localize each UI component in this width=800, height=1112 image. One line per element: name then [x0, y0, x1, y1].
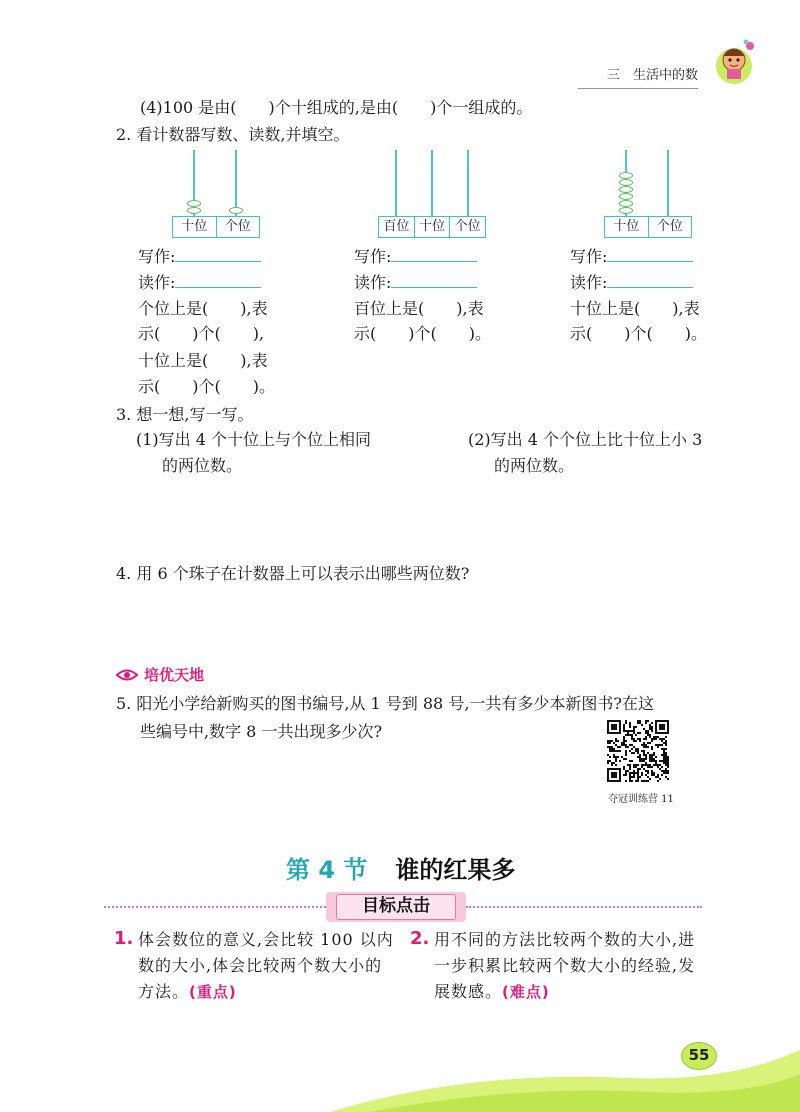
abacus-a — [172, 150, 260, 242]
answer-line[interactable] — [175, 270, 261, 288]
bead — [187, 200, 201, 207]
place-label: 十位 — [173, 217, 217, 237]
q3-part2: (2)写出 4 个个位上比十位上小 3 — [468, 430, 703, 449]
qr-code-icon[interactable] — [607, 720, 669, 782]
dotted-divider — [104, 906, 326, 908]
a-line: 个位上是( ),表 — [138, 299, 268, 318]
a-line: 十位上是( ),表 — [138, 351, 268, 370]
c-line: 十位上是( ),表 — [570, 299, 700, 318]
section-marker — [116, 664, 204, 685]
rod-tens — [431, 150, 433, 216]
bead — [619, 172, 633, 179]
q3-title: 3. 想一想,写一写。 — [116, 405, 254, 424]
place-label: 百位 — [379, 217, 415, 237]
rod-hundreds — [395, 150, 397, 216]
bead — [229, 207, 243, 214]
a-line: 示( )个( )。 — [138, 377, 275, 396]
goal1-tag: (重点) — [189, 983, 237, 1001]
c-read: 读作: — [570, 270, 693, 295]
answer-line[interactable] — [607, 244, 693, 262]
page-number: 55 — [681, 1042, 717, 1070]
chapter-header: 三 生活中的数 — [607, 68, 699, 83]
q4-text: 4. 用 6 个珠子在计数器上可以表示出哪些两位数? — [116, 564, 470, 583]
qr-caption: 夺冠训练营 11 — [608, 794, 674, 805]
b-line: 示( )个( )。 — [354, 324, 491, 343]
eye-icon — [116, 668, 138, 682]
goal2-number: 2. — [410, 928, 430, 949]
lesson-title — [286, 850, 515, 885]
b-line: 百位上是( ),表 — [354, 299, 484, 318]
goal2-line: 一步积累比较两个数大小的经验,发 — [434, 956, 696, 975]
bead — [619, 200, 633, 207]
abacus-c — [604, 150, 692, 242]
place-label: 十位 — [605, 217, 649, 237]
rod-ones — [467, 150, 469, 216]
c-write: 写作: — [570, 244, 693, 269]
q5-line2: 些编号中,数字 8 一共出现多少次? — [140, 722, 383, 741]
bead — [619, 179, 633, 186]
goal2-tag: (难点) — [502, 983, 550, 1001]
goal1-number: 1. — [114, 928, 134, 949]
c-line: 示( )个( )。 — [570, 324, 707, 343]
header-divider — [578, 88, 698, 89]
abacus-b-base — [378, 216, 486, 238]
bead — [619, 186, 633, 193]
goal1-line: 数的大小,体会比较两个数大小的 — [138, 956, 383, 975]
lesson-name: 谁的红果多 — [395, 856, 516, 884]
goal-label: 目标点击 — [336, 894, 456, 920]
q1-item4: (4)100 是由( )个十组成的,是由( )个一组成的。 — [140, 98, 533, 117]
bead — [619, 193, 633, 200]
lesson-number: 第 4 节 — [286, 856, 368, 884]
a-line: 示( )个( ), — [138, 324, 265, 343]
answer-line[interactable] — [175, 244, 261, 262]
place-label: 十位 — [415, 217, 451, 237]
section-label: 培优天地 — [144, 666, 205, 684]
place-label: 个位 — [454, 219, 481, 234]
mascot-icon — [712, 36, 760, 92]
a-write: 写作: — [138, 244, 261, 269]
dotted-divider — [466, 906, 702, 908]
bead — [187, 207, 201, 214]
bead — [619, 207, 633, 214]
goal1-line: 体会数位的意义,会比较 100 以内 — [138, 930, 394, 949]
answer-line[interactable] — [607, 270, 693, 288]
b-read: 读作: — [354, 270, 477, 295]
rod-ones — [667, 150, 669, 216]
abacus-c-base — [604, 216, 692, 238]
footer-wave — [330, 1030, 800, 1112]
b-write: 写作: — [354, 244, 477, 269]
q3-part1-cont: 的两位数。 — [162, 456, 243, 475]
answer-line[interactable] — [391, 244, 477, 262]
abacus-a-base — [172, 216, 260, 238]
q3-part1: (1)写出 4 个十位上与个位上相同 — [136, 430, 372, 449]
a-read: 读作: — [138, 270, 261, 295]
goal2-line: 用不同的方法比较两个数的大小,进 — [434, 930, 696, 949]
q2-title: 2. 看计数器写数、读数,并填空。 — [116, 125, 350, 144]
goal1-line-last: 方法。(重点) — [138, 982, 237, 1001]
place-label: 个位 — [656, 219, 683, 234]
goal-banner — [326, 892, 466, 922]
answer-line[interactable] — [391, 270, 477, 288]
abacus-b — [378, 150, 486, 242]
place-label: 个位 — [224, 219, 251, 234]
goal2-line-last: 展数感。(难点) — [434, 982, 550, 1001]
q5-line1: 5. 阳光小学给新购买的图书编号,从 1 号到 88 号,一共有多少本新图书?在这 — [116, 694, 654, 713]
q3-part2-cont: 的两位数。 — [494, 456, 575, 475]
